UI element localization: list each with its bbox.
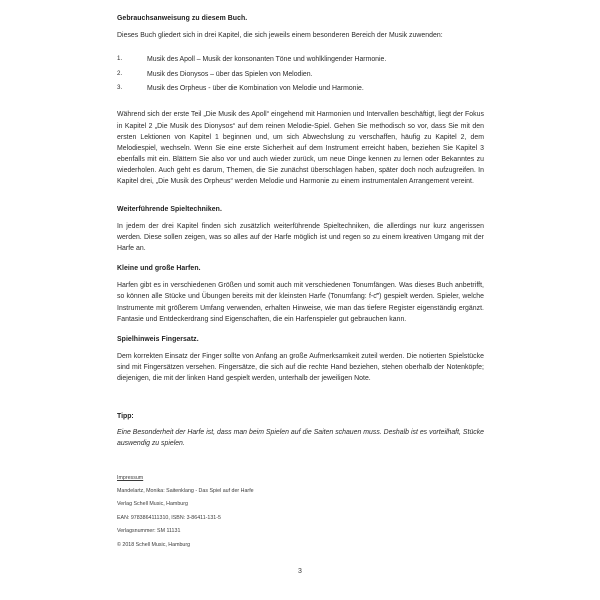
list-item-label: Musik des Orpheus - über die Kombination von Melodie und Harmonie. bbox=[147, 85, 364, 93]
section-heading: Spielhinweis Fingersatz. bbox=[117, 335, 199, 343]
imprint-line: Verlag Schell Music, Hamburg bbox=[117, 501, 188, 508]
page-number: 3 bbox=[298, 568, 302, 575]
section-body: In jedem der drei Kapitel finden sich zusätzlich weiterführende Spieltechniken, die allerdings nur kurz angerissen werden. Diese sollen zeigen, was so alles auf der Harfe möglich ist und regen so zu einem kreativen Umgang mit der Harfe an. bbox=[117, 222, 484, 253]
chapter-list bbox=[117, 54, 484, 94]
tip-spacer bbox=[117, 395, 484, 413]
section-body: Dem korrekten Einsatz der Finger sollte von Anfang an große Aufmerksamkeit zuteil werden. Die notierten Spielstücke sind mit Fingersätzen versehen. Fingersätze, die sich auf die rechte Hand beziehen, stehen oberhalb der Notenköpfe; diejenigen, die mit der linken Hand gespielt werden, unterhalb der jeweiligen Note. bbox=[117, 352, 484, 383]
imprint-block bbox=[117, 466, 417, 549]
section-body: Harfen gibt es in verschiedenen Größen und somit auch mit verschiedenen Tonumfängen. Was dieses Buch anbetrifft, so können alle Stücke und Übungen bereits mit der kleinsten Harfe (Tonumfang: f-c‴) gespielt werden. Spieler, welche Instrumente mit größerem Umfang verwenden, erhalten Hinweise, wie man das tiefere Register eigenständig ergänzt. Fantasie und Entdeckerdrang sind Eigenschaften, die ein Harfenspieler gut gebrauchen kann. bbox=[117, 282, 484, 323]
main-paragraph: Während sich der erste Teil „Die Musik des Apoll“ eingehend mit Harmonien und Intervallen beschäftigt, liegt der Fokus in Kapitel 2 „Die Musik des Dionysos“ auf dem reinen Melodie-Spiel. Gehen Sie methodisch so vor, dass Sie mit den ersten Lektionen von Kapitel 1 beginnen und, um sich Abwechslung zu verschaffen, häufig zu Kapitel 2, dem Melodiespiel, wechseln. Wenn Sie eine erste Sicherheit auf dem Instrument erreicht haben, beziehen Sie Kapitel 3 ebenfalls mit ein. Blättern Sie also vor und auch wieder zurück, um neue Dinge kennen zu lernen oder Bekanntes zu wiederholen. Auch geht es darum, Themen, die Sie zunächst überschlagen haben, später doch noch aufzugreifen. In Kapitel drei, „Die Musik des Orpheus“ werden Melodie und Harmonie zu einem instrumentalen Arrangement vereint. bbox=[117, 111, 484, 186]
section-heading: Weiterführende Spieltechniken. bbox=[117, 205, 222, 213]
list-item-label: Musik des Dionysos – über das Spielen von Melodien. bbox=[147, 70, 313, 78]
imprint-title: Impressum bbox=[117, 475, 144, 481]
section-spielhinweis-fingersatz bbox=[117, 335, 484, 385]
list-item bbox=[117, 83, 484, 94]
list-item-label: Musik des Apoll – Musik der konsonanten Töne und wohlklingender Harmonie. bbox=[147, 56, 387, 64]
list-item-number: 3. bbox=[117, 84, 123, 92]
section-spacer bbox=[117, 194, 484, 205]
imprint-line: Mandelartz, Monika: Saitenklang - Das Spiel auf der Harfe bbox=[117, 487, 254, 494]
imprint-line: © 2018 Schell Music, Hamburg bbox=[117, 542, 191, 549]
imprint-line: Verlagsnummer: SM 11131 bbox=[117, 528, 181, 535]
tip-heading: Tipp: bbox=[117, 412, 134, 420]
section-weiterfuehrende-spieltechniken bbox=[117, 205, 484, 255]
section-kleine-und-grosse-harfen bbox=[117, 264, 484, 325]
list-item-number: 2. bbox=[117, 69, 123, 77]
intro-paragraph: Dieses Buch gliedert sich in drei Kapitel, die sich jeweils einem besonderen Bereich der Musik zuwenden: bbox=[117, 32, 443, 39]
list-item bbox=[117, 54, 484, 65]
list-item bbox=[117, 69, 484, 80]
section-heading: Kleine und große Harfen. bbox=[117, 265, 201, 273]
page-title: Gebrauchsanweisung zu diesem Buch. bbox=[117, 15, 248, 22]
tip-body: Eine Besonderheit der Harfe ist, dass man beim Spielen auf die Saiten schauen muss. Deshalb ist es vorteilhaft, Stücke auswendig zu spielen. bbox=[117, 428, 484, 447]
document-content bbox=[117, 14, 484, 459]
section-tipp bbox=[117, 413, 484, 450]
list-item-number: 1. bbox=[117, 55, 123, 63]
imprint-line: EAN: 9783864111310, ISBN: 3-86411-131-5 bbox=[117, 514, 221, 521]
